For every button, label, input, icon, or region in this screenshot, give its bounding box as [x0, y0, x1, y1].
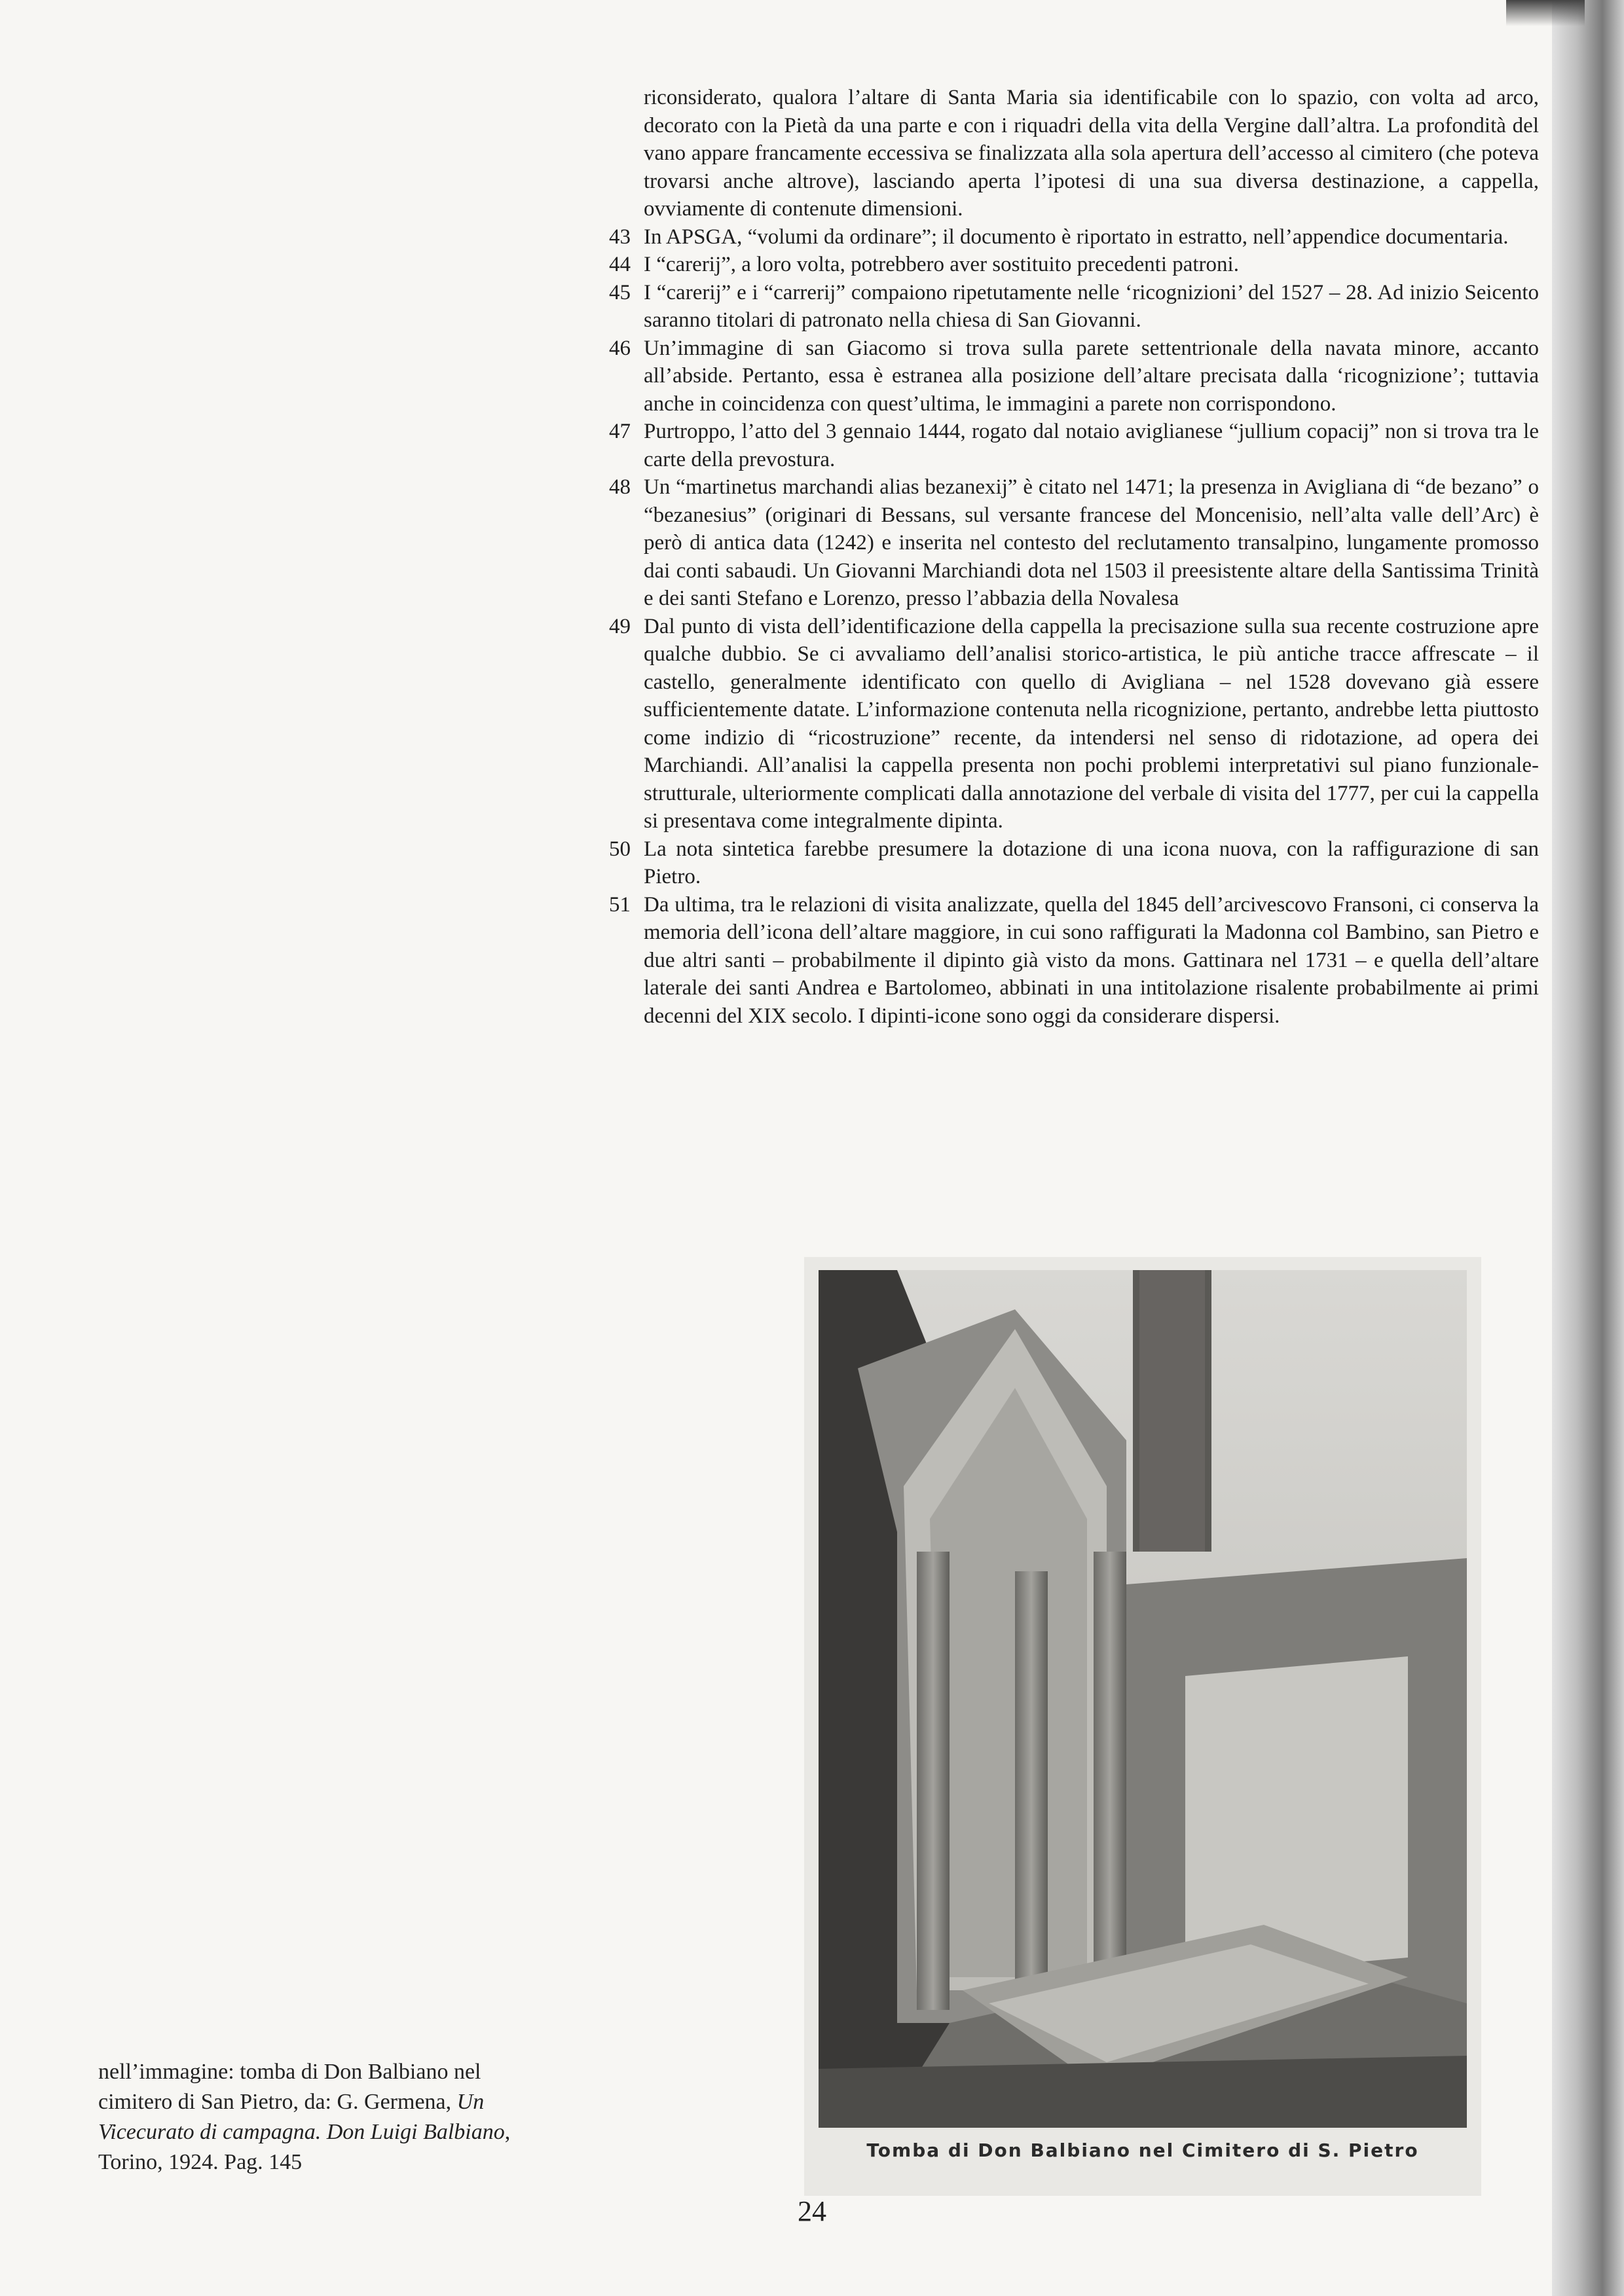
footnote-number: 44: [609, 253, 631, 276]
footnote-46: [609, 335, 1539, 418]
side-caption-intro: nell’immagine: tomba di Don Balbiano nel cimitero di San Pietro, da: G. Germena,: [98, 2060, 481, 2114]
footnote-continuation: [609, 84, 1539, 223]
photo-caption: Tomba di Don Balbiano nel Cimitero di S. Pietro: [866, 2140, 1419, 2161]
footnotes-block: [609, 84, 1539, 1030]
footnote-number: 51: [609, 892, 631, 917]
footnote-number: 47: [609, 420, 631, 443]
footnote-49: [609, 613, 1539, 835]
footnote-number: 50: [609, 837, 631, 861]
footnote-text: Dal punto di vista dell’identificazione della cappella la precisazione sulla sua recente costruzione apre qualche dubbio. Se ci avvaliamo dell’analisi storico-artistica, le più antiche tracce affrescate – il castello, generalmente identificato con quello di Avigliana – nel 1528 dovevano già essere sufficientemente datate. L’informazione contenuta nella ricognizione, pertanto, andrebbe letta piuttosto come indizio di “ricostruzione” recente, da intendersi nel senso di ridotazione, ad opera dei Marchiandi. All’analisi la cappella presenta non pochi problemi interpretativi sul piano funzionale-strutturale, ulteriormente complicati dalla annotazione del verbale di visita del 1777, per cui la cappella si presentava come integralmente dipinta.: [644, 614, 1539, 833]
page-edge-corner: [1506, 0, 1585, 26]
footnote-text: Purtroppo, l’atto del 3 gennaio 1444, rogato dal notaio aviglianese “jullium copacij” non si trova tra le carte della prevostura.: [644, 420, 1539, 471]
footnote-text: Da ultima, tra le relazioni di visita analizzate, quella del 1845 dell’arcivescovo Fransoni, ci conserva la memoria dell’icona dell’altare maggiore, in cui sono raffigurati la Madonna col Bambino, san Pietro e due altri santi – probabilmente il dipinto già visto da mons. Gattinara nel 1731 – e quella dell’altare laterale dei santi Andrea e Bartolomeo, abbinati in una intitolazione risalente probabilmente ai primi decenni del XIX secolo. I dipinti-icone sono oggi da considerare dispersi.: [644, 892, 1539, 1028]
footnote-number: 45: [609, 280, 631, 304]
figure-frame: [804, 1257, 1481, 2196]
footnote-48: [609, 473, 1539, 613]
side-caption-title: Un Vicecurato di campagna. Don Luigi Balbiano: [98, 2090, 505, 2144]
footnote-text: Un’immagine di san Giacomo si trova sulla parete settentrionale della navata minore, accanto all’abside. Pertanto, essa è estranea alla posizione dell’altare precisata dalla ‘ricognizione’; tuttavia anche in coincidenza con quest’ultima, le immagini a parete non corrispondono.: [644, 336, 1539, 416]
footnote-number: 48: [609, 475, 631, 499]
footnote-50: [609, 835, 1539, 891]
footnote-text: I “carerij” e i “carrerij” compaiono ripetutamente nelle ‘ricognizioni’ del 1527 – 28. Ad inizio Seicento saranno titolari di patronato nella chiesa di San Giovanni.: [644, 280, 1539, 332]
footnote-47: [609, 418, 1539, 473]
tomb-photograph: [819, 1270, 1467, 2128]
page-edge-shadow: [1552, 0, 1624, 2296]
footnote-43: [609, 223, 1539, 251]
page-number: 24: [798, 2195, 826, 2227]
footnote-51: [609, 891, 1539, 1030]
footnote-number: 49: [609, 614, 631, 638]
footnote-text: Un “martinetus marchandi alias bezanexij” è citato nel 1471; la presenza in Avigliana di “de bezano” o “bezanesius” (originari di Bessans, sul versante francese del Moncenisio, nell’alta valle dell’Arc) è però di antica data (1242) e inserita nel contesto del reclutamento transalpino, lungamente promosso dai conti sabaudi. Un Giovanni Marchiandi dota nel 1503 il preesistente altare della Santissima Trinità e dei santi Stefano e Lorenzo, presso l’abbazia della Novalesa: [644, 475, 1539, 610]
footnote-45: [609, 279, 1539, 335]
footnote-continuation-text: riconsiderato, qualora l’altare di Santa Maria sia identificabile con lo spazio, con volta ad arco, decorato con la Pietà da una parte e con i riquadri della vita della Vergine dall’altra. La profondità del vano appare francamente eccessiva se finalizzata alla sola apertura dell’accesso al cimitero (che poteva trovarsi anche altrove), lasciando aperta l’ipotesi di una sua diversa destinazione, a cappella, ovviamente di contenute dimensioni.: [644, 86, 1539, 221]
footnote-text: I “carerij”, a loro volta, potrebbero aver sostituito precedenti patroni.: [644, 253, 1239, 276]
footnote-text: La nota sintetica farebbe presumere la dotazione di una icona nuova, con la raffigurazione di san Pietro.: [644, 837, 1539, 888]
side-caption: [98, 2057, 544, 2178]
side-caption-outro: , Torino, 1924. Pag. 145: [98, 2120, 511, 2174]
tomb-photograph-drawing: [819, 1270, 1467, 2128]
footnote-number: 46: [609, 336, 631, 360]
footnote-text: In APSGA, “volumi da ordinare”; il documento è riportato in estratto, nell’appendice documentaria.: [644, 225, 1509, 249]
footnote-44: [609, 251, 1539, 279]
footnote-number: 43: [609, 225, 631, 249]
